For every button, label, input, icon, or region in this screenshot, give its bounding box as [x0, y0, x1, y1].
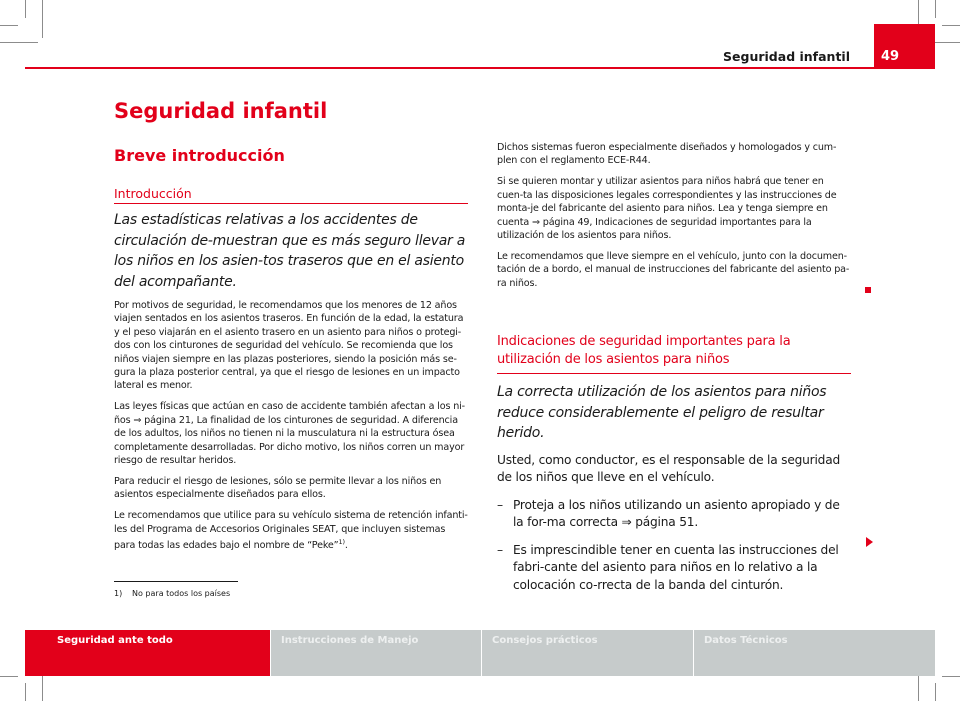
- paragraph: Dichos sistemas fueron especialmente diseñados y homologados y cum-plen con el reglamento ECE-R44.: [497, 142, 837, 167]
- list-item-text: Es imprescindible tener en cuenta las instrucciones del fabri-cante del asiento para niños en lo relativo a la colocación co-rrecta de la banda del cinturón.: [513, 542, 839, 592]
- safety-section: [497, 333, 851, 604]
- crop-mark: [942, 25, 960, 26]
- paragraph: [114, 509, 468, 552]
- crop-mark: [935, 0, 936, 18]
- tab-datos-tecnicos[interactable]: Datos Técnicos: [694, 630, 935, 676]
- crop-mark: [0, 42, 38, 43]
- paragraph: Para reducir el riesgo de lesiones, sólo se permite llevar a los niños en asientos especialmente diseñados para ellos.: [114, 475, 442, 501]
- page-title: Seguridad infantil: [114, 99, 328, 123]
- left-column: [114, 210, 468, 560]
- running-header: Seguridad infantil: [723, 49, 850, 64]
- paragraph: Le recomendamos que lleve siempre en el vehículo, junto con la documen-tación de a bordo, el manual de instrucciones del fabricante del asiento pa-ra niños.: [497, 250, 850, 289]
- footnote: [114, 589, 230, 598]
- crop-mark: [0, 676, 18, 677]
- paragraph: Las leyes físicas que actúan en caso de accidente también afectan a los ni-ños ⇒ página 21, La finalidad de los cinturones de seguridad. A diferencia de los adultos, los niños no tienen ni la musculatura ni la estructura ósea completamente desarrolladas. Por dicho motivo, los niños corren un mayor riesgo de resultar heridos.: [114, 401, 465, 466]
- list-item: [497, 497, 851, 532]
- crop-mark: [25, 0, 26, 18]
- paragraph-text: Le recomendamos que utilice para su vehículo sistema de retención infanti-les del Programa de Accesorios Originales SEAT, que incluyen sistemas para todas las edades bajo el nombre de “Peke”: [114, 510, 468, 552]
- header-rule: [25, 67, 935, 69]
- crop-mark: [935, 683, 936, 701]
- list-item-text: Proteja a los niños utilizando un asiento apropiado y de la for-ma correcta ⇒ página 51.: [513, 497, 840, 529]
- paragraph: Por motivos de seguridad, le recomendamos que los menores de 12 años viajen sentados en los asientos traseros. En función de la edad, la estatura y el peso viajarán en el asiento trasero en un asiento para niños o protegi-dos con los cinturones de seguridad del vehículo. Se recomienda que los niños viajen siempre en las plazas posteriores, siendo la posición más se-gura la plaza posterior central, ya que el riesgo de lesiones en un impacto lateral es menor.: [114, 300, 464, 392]
- intro-heading: Introducción: [114, 186, 192, 201]
- paragraph: Usted, como conductor, es el responsable de la seguridad de los niños que lleve en el vehículo.: [497, 452, 841, 484]
- list-dash: –: [497, 497, 503, 512]
- list-dash: –: [497, 542, 503, 557]
- section-heading: Indicaciones de seguridad importantes para la utilización de los asientos para niños: [497, 333, 851, 374]
- tab-instrucciones-de-manejo[interactable]: Instrucciones de Manejo: [271, 630, 482, 676]
- section-end-marker: [865, 287, 871, 293]
- crop-mark: [25, 683, 26, 701]
- section-lead: La correcta utilización de los asientos para niños reduce considerablemente el peligro de resultar herido.: [497, 384, 827, 441]
- intro-lead: Las estadísticas relativas a los accidentes de circulación de-muestran que es más seguro llevar a los niños en los asien-tos traseros que en el asiento del acompañante.: [114, 212, 466, 290]
- chapter-subtitle: Breve introducción: [114, 146, 285, 165]
- crop-mark: [942, 676, 960, 677]
- crop-mark: [42, 0, 43, 38]
- list-item: [497, 542, 851, 595]
- section-tabs: [25, 630, 935, 676]
- footnote-mark: 1): [114, 589, 123, 598]
- intro-heading-rule: [114, 203, 468, 204]
- right-column: [497, 141, 851, 298]
- footnote-rule: [114, 581, 238, 582]
- page-number: 49: [874, 24, 935, 67]
- tab-seguridad-ante-todo[interactable]: Seguridad ante todo: [25, 630, 271, 676]
- paragraph: Si se quieren montar y utilizar asientos para niños habrá que tener en cuen-ta las disposiciones legales correspondientes y las instrucciones de monta-je del fabricante del asiento para niños. Lea y tenga siempre en cuenta ⇒ página 49, Indicaciones de seguridad importantes para la utilización de los asientos para niños.: [497, 176, 837, 241]
- crop-mark: [0, 25, 18, 26]
- paragraph-end: .: [344, 540, 348, 552]
- tab-consejos-practicos[interactable]: Consejos prácticos: [482, 630, 694, 676]
- footnote-text: No para todos los países: [132, 589, 231, 598]
- footnote-ref: 1): [338, 538, 345, 546]
- continue-arrow-icon: [866, 537, 873, 547]
